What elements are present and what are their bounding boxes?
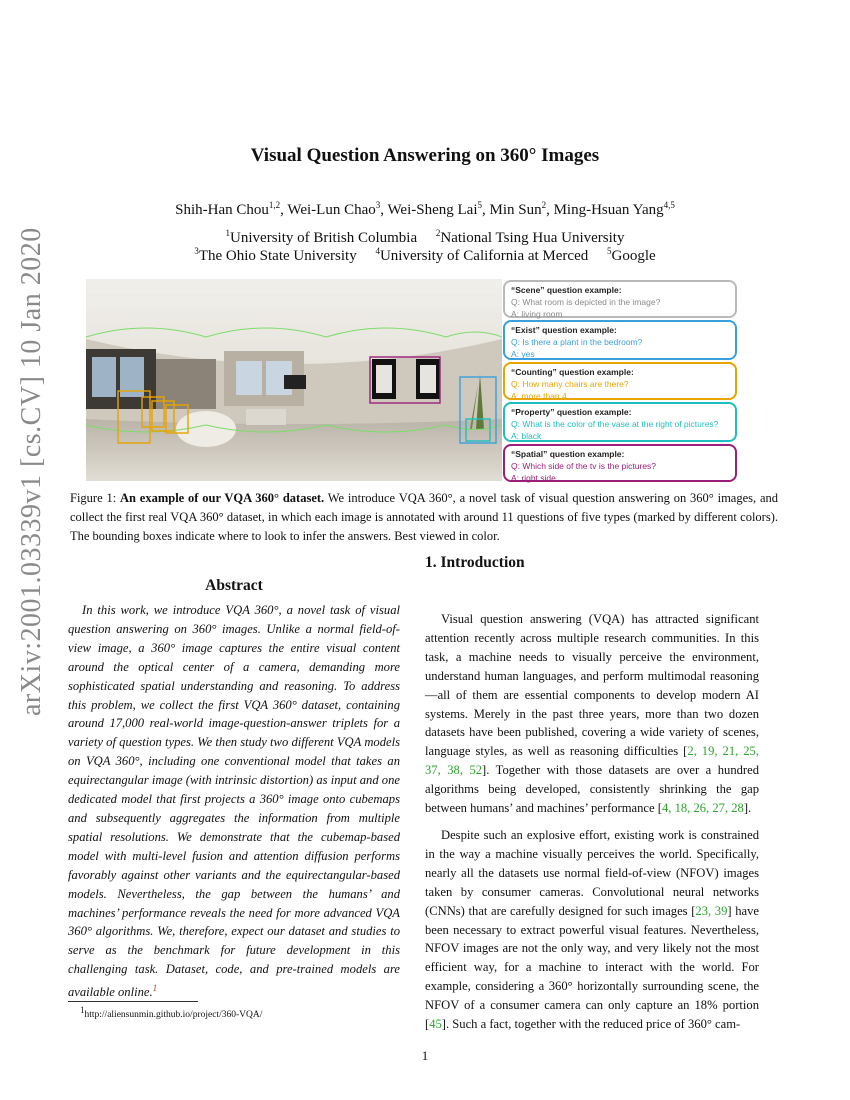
author-affiliation-sup: 3 bbox=[375, 200, 381, 210]
introduction-section bbox=[425, 610, 759, 1034]
citation-links[interactable]: 45 bbox=[429, 1017, 442, 1032]
aff-sup: 5 bbox=[606, 246, 612, 256]
author-name: Wei-Sheng Lai bbox=[387, 202, 478, 218]
question-example-box bbox=[503, 362, 737, 400]
author-name: Min Sun bbox=[489, 202, 542, 218]
question-example-box bbox=[503, 402, 737, 442]
affiliation-3: The Ohio State University bbox=[198, 248, 357, 264]
abstract-heading: Abstract bbox=[205, 577, 263, 594]
caption-label: Figure 1: bbox=[70, 491, 120, 505]
footnote-number: 1 bbox=[80, 1005, 85, 1015]
page-number: 1 bbox=[421, 1048, 429, 1063]
affiliation-1: University of British Columbia bbox=[230, 230, 418, 246]
intro-heading: 1. Introduction bbox=[425, 554, 525, 571]
question-type-header: “Counting” question example: bbox=[511, 367, 634, 377]
caption-text: We introduce VQA 360°, a novel task of visual question answering on 360° images, and collect the first real VQA 360° dataset, in which each image is annotated with around 11 questions of five types (marked by different colors). The bounding boxes indicate where to look to infer the answers. Best viewed in color. bbox=[70, 491, 779, 543]
author-separator: , bbox=[481, 202, 490, 218]
caption-bold: An example of our VQA 360° dataset. bbox=[120, 491, 325, 505]
abstract-section bbox=[68, 577, 400, 1002]
citation-links[interactable]: 2, 19, 21, 25, 37, 38, 52 bbox=[425, 744, 759, 778]
affiliation-4: University of California at Merced bbox=[379, 248, 589, 264]
question-text: Q: Is there a plant in the bedroom? bbox=[511, 337, 643, 347]
author-separator: , bbox=[546, 202, 554, 218]
intro-p2-text-a: Despite such an explosive effort, existing work is constrained in the way a machine visually perceives the world. Specifically, nearly all the datasets use normal field-of-view (NFOV) images taken by consumer cameras. Convolutional neural networks (CNNs) that are carefully designed for such images [ bbox=[425, 827, 759, 918]
paper-title: Visual Question Answering on 360° Images bbox=[250, 145, 600, 166]
footnote-mark[interactable]: 1 bbox=[152, 983, 158, 994]
author-affiliation-sup: 2 bbox=[541, 200, 547, 210]
question-type-header: “Spatial” question example: bbox=[511, 449, 625, 459]
figure-caption bbox=[70, 489, 778, 546]
author-name: Ming-Hsuan Yang bbox=[553, 202, 664, 218]
question-text: Q: How many chairs are there? bbox=[511, 379, 629, 389]
intro-p1-text-b: ]. Together with those datasets are over a hundred algorithms being developed, consistently shrinking the gap between humans’ and machines’ performance [ bbox=[425, 763, 760, 816]
footnote-url[interactable]: http://aliensunmin.github.io/project/360-VQA/ bbox=[84, 1010, 263, 1021]
intro-paragraph-1 bbox=[425, 610, 759, 818]
author-list bbox=[0, 200, 850, 219]
answer-text: A: living room bbox=[511, 309, 563, 319]
question-example-box bbox=[503, 280, 737, 318]
question-example-box bbox=[503, 444, 737, 482]
intro-paragraph-2 bbox=[425, 826, 759, 1034]
abstract-body bbox=[68, 601, 400, 1002]
aff-sup: 3 bbox=[194, 246, 199, 256]
aff-sup: 2 bbox=[435, 228, 441, 238]
question-text: Q: What room is depicted in the image? bbox=[511, 297, 661, 307]
intro-p2-text-c: ]. Such a fact, together with the reduced price of 360° cam- bbox=[441, 1017, 741, 1032]
footnote-divider bbox=[68, 1001, 198, 1002]
question-type-header: “Scene” question example: bbox=[511, 285, 622, 295]
footnote bbox=[80, 1005, 262, 1020]
aff-sup: 1 bbox=[225, 228, 231, 238]
affiliation-2: National Tsing Hua University bbox=[440, 230, 625, 246]
aff-sup: 4 bbox=[375, 246, 380, 256]
question-text: Q: Which side of the tv is the pictures? bbox=[511, 461, 657, 471]
author-affiliation-sup: 1,2 bbox=[268, 200, 281, 210]
author-name: Wei-Lun Chao bbox=[287, 202, 376, 218]
question-text: Q: What is the color of the vase at the right of pictures? bbox=[511, 419, 719, 429]
panorama-illustration bbox=[86, 279, 502, 481]
answer-text: A: black bbox=[511, 431, 542, 441]
citation-links[interactable]: 4, 18, 26, 27, 28 bbox=[661, 801, 744, 816]
author-affiliation-sup: 5 bbox=[477, 200, 482, 210]
author-separator: , bbox=[280, 202, 288, 218]
author-separator: , bbox=[380, 202, 388, 218]
intro-p1-text-a: Visual question answering (VQA) has attracted significant attention recently across multiple research communities. In this task, a machine needs to visually perceive the environment, understand human languages, and perform multimodal reasoning—all of them are essential components to develop modern AI systems. Merely in the past three years, more than two dozen datasets have been published, covering a wide variety of scenes, language styles, as well as reasoning difficulties [ bbox=[425, 612, 759, 759]
answer-text: A: more than 4 bbox=[511, 391, 567, 401]
affiliation-5: Google bbox=[611, 248, 656, 264]
affiliations-line-2 bbox=[0, 246, 850, 265]
answer-text: A: right side bbox=[511, 473, 556, 483]
question-example-box bbox=[503, 320, 737, 360]
author-name: Shih-Han Chou bbox=[175, 202, 269, 218]
abstract-text: In this work, we introduce VQA 360°, a novel task of visual question answering on 360° images. Unlike a normal field-of-view image, a 360° image captures the entire visual content around the optical center of a camera, demanding more sophisticated spatial understanding and reasoning. To address this problem, we collect the first VQA 360° dataset, containing around 17,000 real-world image-question-answer triplets for a variety of question types. We then study two different VQA models on VQA 360°, including one conventional model that takes an equirectangular image (with intrinsic distortion) as input and one dedicated model that first projects a 360° image onto cubemaps and subsequently aggregates the information from multiple spatial resolutions. We demonstrate that the cubemap-based model with multi-level fusion and attention diffusion performs favorably against other variants and the equirectangular-based models. Nevertheless, the gap between the humans’ and machines’ performance reveals the need for more advanced VQA 360° algorithms. We, therefore, expect our dataset and studies to serve as the benchmark for future development in this challenging task. Dataset, code, and pre-trained models are available online. bbox=[68, 603, 400, 1000]
question-type-header: “Property” question example: bbox=[511, 407, 632, 417]
intro-heading-wrap bbox=[425, 554, 525, 572]
affiliations-line-1 bbox=[0, 228, 850, 247]
arxiv-stamp: arXiv:2001.03339v1 [cs.CV] 10 Jan 2020 bbox=[16, 227, 47, 716]
author-affiliation-sup: 4,5 bbox=[663, 200, 675, 210]
citation-links[interactable]: 23, 39 bbox=[695, 903, 728, 918]
intro-p1-text-c: ]. bbox=[743, 801, 752, 816]
question-type-header: “Exist” question example: bbox=[511, 325, 617, 335]
intro-p2-text-b: ] have been necessary to extract powerful visual features. Nevertheless, NFOV images are not the only way, and very likely not the most efficient way, for a machine to interact with the world. For example, considering a 360° horizontally surrounding scene, the NFOV of a consumer camera can only capture an 18% portion [ bbox=[425, 903, 759, 1032]
panorama-image bbox=[86, 279, 502, 481]
answer-text: A: yes bbox=[511, 349, 535, 359]
